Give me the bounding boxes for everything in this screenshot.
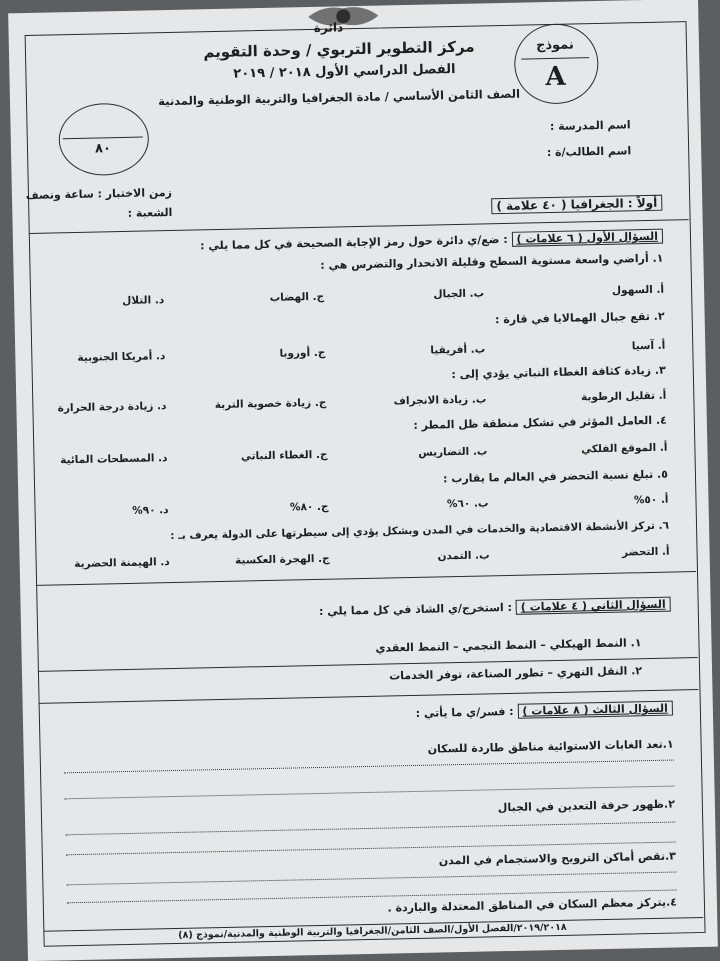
section-label: الشعبة : [127,205,173,220]
total-mark: ٨٠ [94,141,112,157]
option-d[interactable]: د. أمريكا الجنوبية [77,350,166,364]
option-b[interactable]: ب. ٦٠% [446,497,489,511]
option-c[interactable]: ج. أوروبا [279,346,326,360]
q2-item-1: ١. النمط الهيكلي – النمط النجمي – النمط العقدي [375,636,642,655]
option-a[interactable]: أ. آسيا [631,339,666,353]
option-b[interactable]: ب. زيادة الانجراف [393,393,487,408]
q3-item-2: ٢.ظهور حرفة التعدين في الجبال [497,797,675,815]
student-label: اسم الطالب/ة : [546,144,632,160]
option-a[interactable]: أ. التحضر [621,545,670,559]
option-d[interactable]: د. الهيمنة الحضرية [74,556,170,571]
teacher-label: اسم المدرسة : [549,118,631,134]
semester-title: الفصل الدراسي الأول ٢٠١٨ / ٢٠١٩ [233,61,456,82]
option-d[interactable]: د. المسطحات المائية [60,452,168,467]
q2-header: السؤال الثاني ( ٤ علامات ) : استخرج/ي الشاذ في كل مما يلي : [61,598,671,624]
option-d[interactable]: د. التلال [122,294,165,308]
option-d[interactable]: د. زيادة درجة الحرارة [57,400,167,415]
q3-item-4: ٤.يتركز معظم السكان في المناطق المعتدلة والباردة . [387,895,678,915]
q1-item-3: ٣. زيادة كثافة الغطاء النباتي يؤدي إلى : [451,363,666,382]
q1-item-2: ٢. تقع جبال الهمالايا في قارة : [494,309,665,327]
q3-header: السؤال الثالث ( ٨ علامات ) : فسر/ي ما يأتي : [63,702,673,728]
q1-item-4: ٤. العامل المؤثر في تشكل منطقة ظل المطر : [413,413,667,432]
q1-header: السؤال الأول ( ٦ علامات ) : ضع/ي دائرة حول رمز الإجابة الصحيحة في كل مما يلي : [53,230,663,256]
q1-item-1: ١. أراضي واسعة مستوية السطح وقليلة الانحدار والتضرس هي : [320,251,664,272]
q2-item-2: ٢. النقل النهري – تطور الصناعة، توفر الخدمات [388,664,643,683]
option-a[interactable]: أ. السهول [611,283,665,297]
grade-subject-line: الصف الثامن الأساسي / مادة الجغرافيا والتربية الوطنية والمدنية [158,86,521,109]
option-b[interactable]: ب. التضاريس [418,445,488,459]
exam-time-label: زمن الاختبار : ساعة ونصف [25,185,173,202]
q3-item-1: ١.تعد الغابات الاستوائية مناطق طاردة للسكان [427,737,674,756]
option-b[interactable]: ب. الجبال [433,287,485,301]
q1-item-5: ٥. تبلغ نسبة التحضر في العالم ما يقارب : [442,467,669,486]
option-c[interactable]: ج. زيادة خصوبة التربة [214,396,327,412]
model-value: A [545,61,567,93]
option-b[interactable]: ب. أفريقيا [430,343,486,357]
option-b[interactable]: ب. التمدن [437,549,490,563]
option-c[interactable]: ج. الهضاب [269,290,325,304]
option-c[interactable]: ج. الغطاء النباتي [240,448,328,463]
option-d[interactable]: د. ٩٠% [132,504,169,517]
section-geography-title: أولاً : الجغرافيا ( ٤٠ علامة ) [442,196,662,215]
center-title: مركز التطوير التربوي / وحدة التقويم [203,37,475,62]
q1-item-6: ٦. تركز الأنشطة الاقتصادية والخدمات في المدن وبشكل يؤدي إلى سيطرتها على الدولة يعرف بـ : [170,519,670,543]
option-a[interactable]: أ. الموقع الفلكي [581,441,668,456]
footer-text: ٢٠١٩/٢٠١٨/الفصل الأول/الصف الثامن/الجغرافيا والتربية الوطنية والمدنية/نموذج (٨) [178,921,567,941]
option-a[interactable]: أ. تقليل الرطوبة [580,389,667,404]
exam-sheet [8,0,718,961]
option-a[interactable]: أ. ٥٠% [633,493,669,507]
option-c[interactable]: ج. الهجرة العكسية [234,552,330,567]
model-label: نموذج [535,37,574,54]
option-c[interactable]: ج. ٨٠% [289,500,329,514]
q3-item-3: ٣.نقص أماكن الترويح والاستجمام في المدن [438,849,677,868]
directorate-label: دائرة [313,20,344,35]
